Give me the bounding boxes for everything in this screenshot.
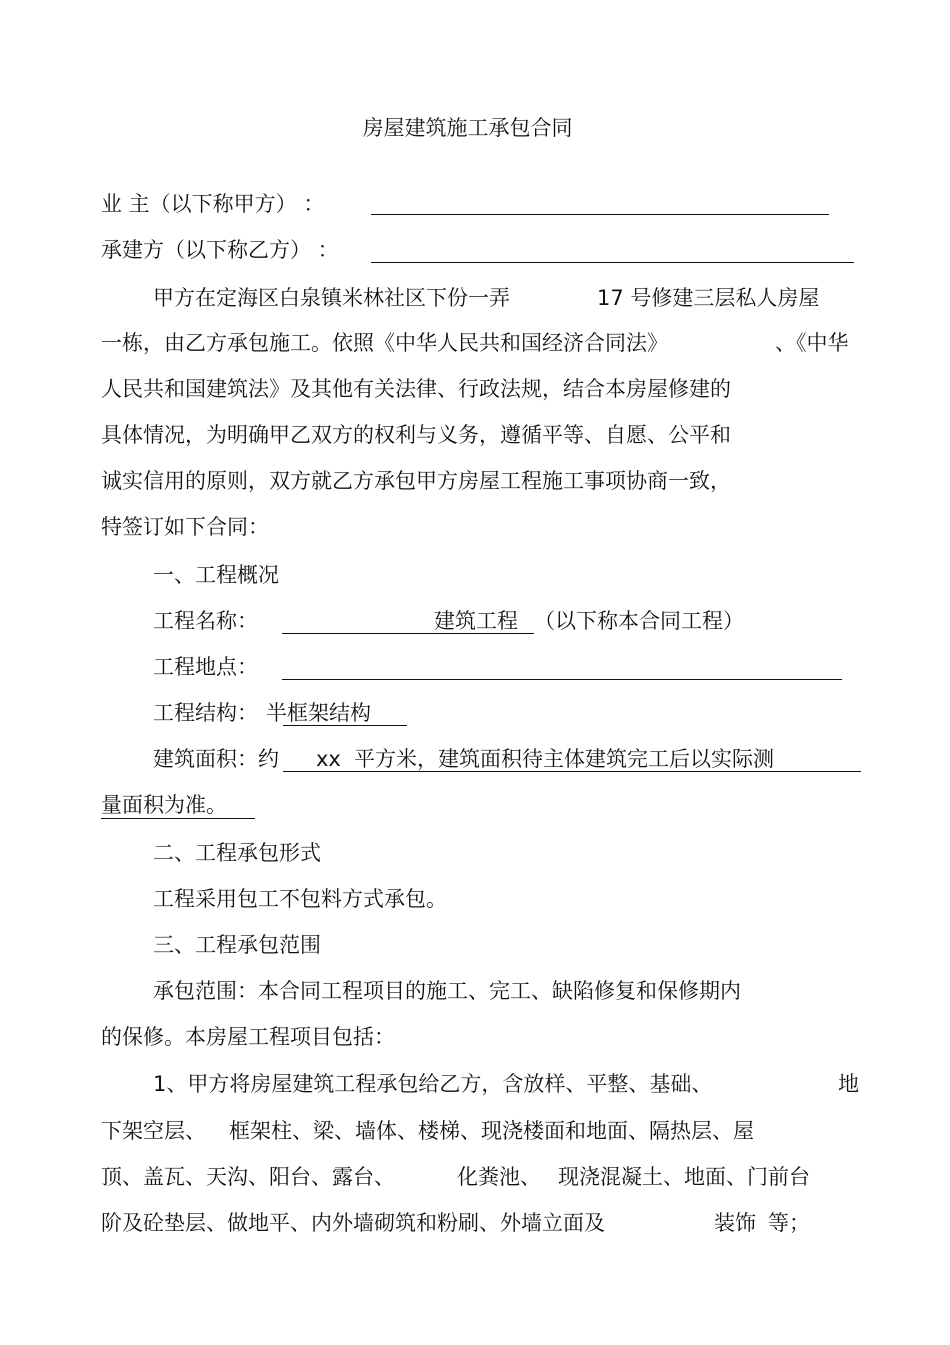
intro-line-1a: 甲方在定海区白泉镇米林社区下份一弄 <box>153 286 510 310</box>
project-name-suffix: （以下称本合同工程） <box>534 609 744 633</box>
section1-heading: 一、工程概况 <box>153 563 279 587</box>
project-name-label: 工程名称： <box>153 609 258 633</box>
item1-line-4b: 装饰 <box>714 1211 756 1235</box>
item1-line-1a: 1、甲方将房屋建筑工程承包给乙方，含放样、平整、基础、 <box>153 1072 713 1096</box>
intro-line-2b: 、《中华 <box>775 331 849 355</box>
section2-heading: 二、工程承包形式 <box>153 841 321 865</box>
intro-line-5: 诚实信用的原则，双方就乙方承包甲方房屋工程施工事项协商一致， <box>101 469 731 493</box>
item1-line-1b: 地 <box>838 1072 859 1096</box>
item1-line-4a: 阶及砼垫层、做地平、内外墙砌筑和粉刷、外墙立面及 <box>101 1211 605 1235</box>
project-structure-underline <box>283 725 407 726</box>
item1-line-3b: 化粪池、 <box>457 1165 541 1189</box>
building-area-underline <box>283 771 861 772</box>
document-title: 房屋建筑施工承包合同 <box>362 116 573 140</box>
project-location-underline <box>282 679 842 680</box>
item1-line-3a: 顶、盖瓦、天沟、阳台、露台、 <box>101 1165 395 1189</box>
intro-line-3: 人民共和国建筑法》及其他有关法律、行政法规，结合本房屋修建的 <box>101 377 731 401</box>
building-area-label: 建筑面积：约 <box>153 747 279 771</box>
section2-body: 工程采用包工不包料方式承包。 <box>153 887 447 911</box>
building-area-text: 平方米，建筑面积待主体建筑完工后以实际测 <box>354 747 774 771</box>
project-structure-value: 半框架结构 <box>266 701 371 725</box>
project-location-label: 工程地点： <box>153 655 258 679</box>
item1-line-2b: 框架柱、梁、墙体、楼梯、现浇楼面和地面、隔热层、屋 <box>229 1119 754 1143</box>
project-name-underline <box>282 633 534 634</box>
project-name-value: 建筑工程 <box>434 609 518 633</box>
section3-heading: 三、工程承包范围 <box>153 933 321 957</box>
intro-line-1b: 17 号修建三层私人房屋 <box>597 286 820 310</box>
scope-line-2: 的保修。本房屋工程项目包括： <box>101 1025 395 1049</box>
project-structure-label: 工程结构： <box>153 701 258 725</box>
owner-blank-line <box>371 214 829 215</box>
item1-line-4c: 等； <box>768 1211 810 1235</box>
item1-line-2a: 下架空层、 <box>101 1119 206 1143</box>
intro-line-4: 具体情况，为明确甲乙双方的权利与义务，遵循平等、自愿、公平和 <box>101 423 731 447</box>
owner-label: 业 主（以下称甲方） ： <box>101 192 325 216</box>
scope-line-1: 承包范围：本合同工程项目的施工、完工、缺陷修复和保修期内 <box>153 979 741 1003</box>
building-area-underline-cont <box>101 818 255 819</box>
building-area-value: xx <box>316 747 341 771</box>
intro-line-6: 特签订如下合同： <box>101 515 269 539</box>
contractor-blank-line <box>371 262 854 263</box>
item1-line-3c: 现浇混凝土、地面、门前台 <box>558 1165 810 1189</box>
intro-line-2a: 一栋，由乙方承包施工。依照《中华人民共和国经济合同法》 <box>101 331 668 355</box>
building-area-text-cont: 量面积为准。 <box>101 793 227 817</box>
contractor-label: 承建方（以下称乙方） ： <box>101 238 339 262</box>
